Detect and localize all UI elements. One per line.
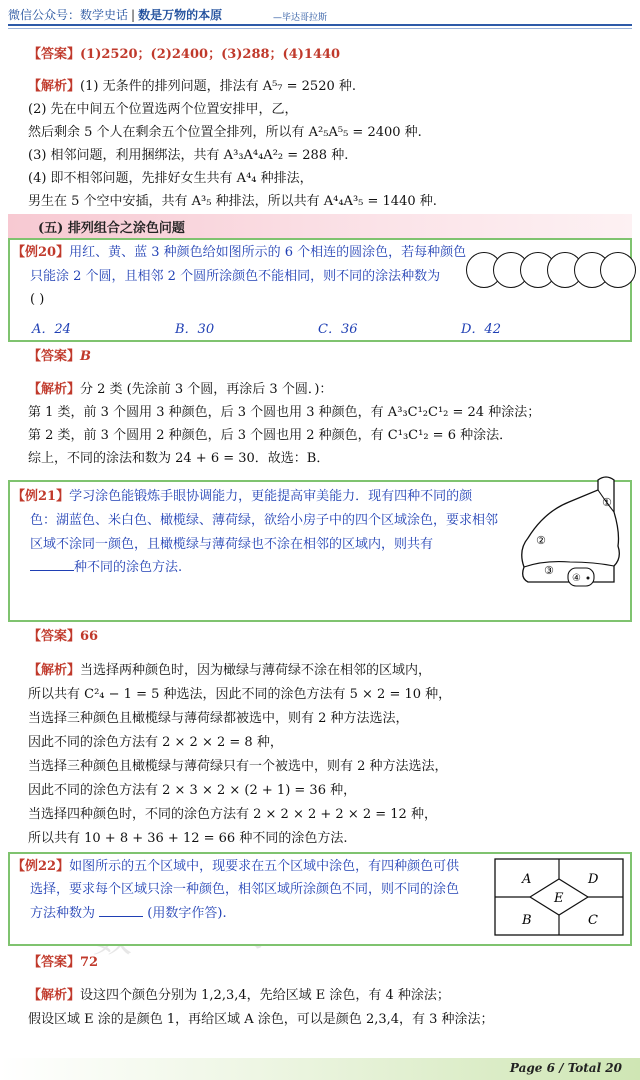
example-22-line-1 xyxy=(12,858,459,876)
section-title: (五) 排列组合之涂色问题 xyxy=(38,221,185,236)
example-21-tag: 【例21】 xyxy=(12,489,70,504)
analysis-text: 设这四个颜色分别为 1,2,3,4，先给区域 E 涂色，有 4 种涂法； xyxy=(80,988,450,1003)
header-divider xyxy=(8,24,632,26)
example-22-text-3a: 方法种数为 xyxy=(30,906,96,921)
example-21-analysis-3: 当选择三种颜色且橄榄绿与薄荷绿都被选中，则有 2 种方法选法， xyxy=(28,711,409,726)
header-separator: | xyxy=(131,8,136,22)
house-figure xyxy=(514,472,626,592)
example-22-line-3 xyxy=(30,904,227,923)
analysis-line-5: (4) 即不相邻问题，先排好女生共有 A⁴₄ 种排法， xyxy=(28,171,313,186)
example-21-analysis-1 xyxy=(28,662,431,680)
five-region-figure xyxy=(494,858,624,936)
circle-6 xyxy=(600,252,636,288)
example-22-analysis-2: 假设区域 E 涂的是颜色 1，再给区域 A 涂色，可以是颜色 2,3,4，有 3 种涂法； xyxy=(28,1012,494,1027)
answer-tag: 【答案】 xyxy=(28,955,81,970)
example-22-text-3b: (用数字作答). xyxy=(147,906,227,921)
wechat-account-label: 微信公众号：数学史话 xyxy=(8,8,129,22)
example-21-line-3: 区域不涂同一颜色，且橄榄绿与薄荷绿也不涂在相邻的区域内，则共有 xyxy=(30,537,434,552)
example-21-analysis-2: 所以共有 C²₄ − 1 = 5 种选法，因此不同的涂色方法有 5 × 2 = 10 种， xyxy=(28,687,452,702)
region-label-2: ② xyxy=(536,534,546,547)
header-title-group xyxy=(8,6,222,23)
answer-tag: 【答案】 xyxy=(28,349,81,364)
analysis-text: 分 2 类 (先涂前 3 个圆，再涂后 3 个圆．)： xyxy=(80,382,333,397)
section-header xyxy=(8,214,632,238)
region-label-3: ③ xyxy=(544,564,554,577)
analysis-text: 当选择两种颜色时，因为橄绿与薄荷绿不涂在相邻的区域内， xyxy=(80,663,432,678)
analysis-line-2: (2) 先在中间五个位置选两个位置安排甲，乙， xyxy=(28,102,298,117)
region-label-e: E xyxy=(554,891,564,906)
example-22-answer xyxy=(28,954,98,972)
region-label-a: A xyxy=(522,872,532,887)
example-20-analysis-4: 综上，不同的涂法和数为 24 + 6 = 30．故选：B． xyxy=(28,451,330,466)
header-motto: 数是万物的本原 xyxy=(138,8,223,22)
example-21-answer xyxy=(28,628,98,646)
answer-text: (1)2520；(2)2400；(3)288；(4)1440 xyxy=(80,47,341,62)
answer-line-prev xyxy=(28,46,340,64)
header-divider-thin xyxy=(8,28,632,29)
example-21-line-2: 色：湖蓝色、米白色、橄榄绿、薄荷绿，欲给小房子中的四个区域涂色，要求相邻 xyxy=(30,513,499,528)
region-label-1: ① xyxy=(602,496,612,509)
region-label-d: D xyxy=(588,872,599,887)
region-label-c: C xyxy=(588,913,598,928)
answer-tag: 【答案】 xyxy=(28,47,81,62)
example-21-analysis-4: 因此不同的涂色方法有 2 × 2 × 2 = 8 种， xyxy=(28,735,283,750)
analysis-line-6: 男生在 5 个空中安插，共有 A³₅ 种排法，所以共有 A⁴₄A³₅ = 1440 种. xyxy=(28,194,437,209)
example-22-analysis-1 xyxy=(28,987,450,1005)
example-21-line-1 xyxy=(12,488,472,506)
example-20-analysis-2: 第 1 类，前 3 个圆用 3 种颜色，后 3 个圆也用 3 种颜色，有 A³₃C¹₂C¹₂ = 24 种涂法； xyxy=(28,405,541,420)
example-22-line-2: 选择，要求每个区域只涂一种颜色，相邻区域所涂颜色不同，则不同的涂色 xyxy=(30,882,460,897)
example-21-analysis-8: 所以共有 10 + 8 + 36 + 12 = 66 种不同的涂色方法. xyxy=(28,831,348,846)
analysis-text: (1) 无条件的排列问题，排法有 A⁵₇ = 2520 种. xyxy=(80,79,357,94)
example-20-analysis-1 xyxy=(28,381,332,399)
option-b: B．30 xyxy=(175,322,215,337)
page-footer xyxy=(0,1058,640,1080)
header-attribution: —毕达哥拉斯 xyxy=(273,13,328,23)
example-21-text-4: 种不同的涂色方法. xyxy=(74,560,183,575)
example-20-line-1 xyxy=(12,244,466,262)
option-a: A．24 xyxy=(32,322,71,337)
option-c: C．36 xyxy=(318,322,358,337)
example-20-text-1: 用红、黄、蓝 3 种颜色给如图所示的 6 个相连的圆涂色，若每种颜色 xyxy=(69,245,467,260)
example-21-line-4 xyxy=(30,558,182,577)
analysis-tag: 【解析】 xyxy=(28,382,81,397)
example-20-analysis-3: 第 2 类，前 3 个圆用 2 种颜色，后 3 个圆也用 2 种颜色，有 C¹₃C¹₂ = 6 种涂法． xyxy=(28,428,513,443)
region-label-4: ④ xyxy=(572,573,581,584)
analysis-line-4: (3) 相邻问题，利用捆绑法，共有 A³₃A⁴₄A²₂ = 288 种. xyxy=(28,148,349,163)
example-21-analysis-7: 当选择四种颜色时，不同的涂色方法有 2 × 2 × 2 + 2 × 2 = 12 种， xyxy=(28,807,437,822)
door-knob xyxy=(587,577,590,580)
analysis-line-1 xyxy=(28,78,356,96)
example-20-tag: 【例20】 xyxy=(12,245,70,260)
example-21-analysis-5: 当选择三种颜色且橄榄绿与薄荷绿只有一个被选中，则有 2 种方法选法， xyxy=(28,759,448,774)
analysis-tag: 【解析】 xyxy=(28,988,81,1003)
blank-underline xyxy=(99,904,143,917)
answer-value: 72 xyxy=(80,955,99,970)
example-20-line-3: ( ) xyxy=(30,292,45,307)
example-21-analysis-6: 因此不同的涂色方法有 2 × 3 × 2 × (2 + 1) = 36 种， xyxy=(28,783,357,798)
option-d: D．42 xyxy=(461,322,501,337)
page-number: Page 6 / Total 20 xyxy=(509,1061,622,1075)
answer-value: 66 xyxy=(80,629,99,644)
answer-tag: 【答案】 xyxy=(28,629,81,644)
example-21-text-1: 学习涂色能锻炼手眼协调能力，更能提高审美能力．现有四种不同的颜 xyxy=(69,489,473,504)
analysis-tag: 【解析】 xyxy=(28,79,81,94)
answer-value: B xyxy=(80,349,92,364)
example-20-line-2: 只能涂 2 个圆，且相邻 2 个圆所涂颜色不能相同，则不同的涂法种数为 xyxy=(30,269,441,284)
example-22-text-1: 如图所示的五个区域中，现要求在五个区域中涂色，有四种颜色可供 xyxy=(69,859,460,874)
example-22-tag: 【例22】 xyxy=(12,859,70,874)
analysis-tag: 【解析】 xyxy=(28,663,81,678)
blank-underline xyxy=(30,558,74,571)
house-outline xyxy=(522,477,620,582)
region-label-b: B xyxy=(522,913,532,928)
example-20-answer xyxy=(28,348,91,366)
page-header xyxy=(0,0,640,30)
analysis-line-3: 然后剩余 5 个人在剩余五个位置全排列，所以有 A²₅A⁵₅ = 2400 种. xyxy=(28,125,422,140)
